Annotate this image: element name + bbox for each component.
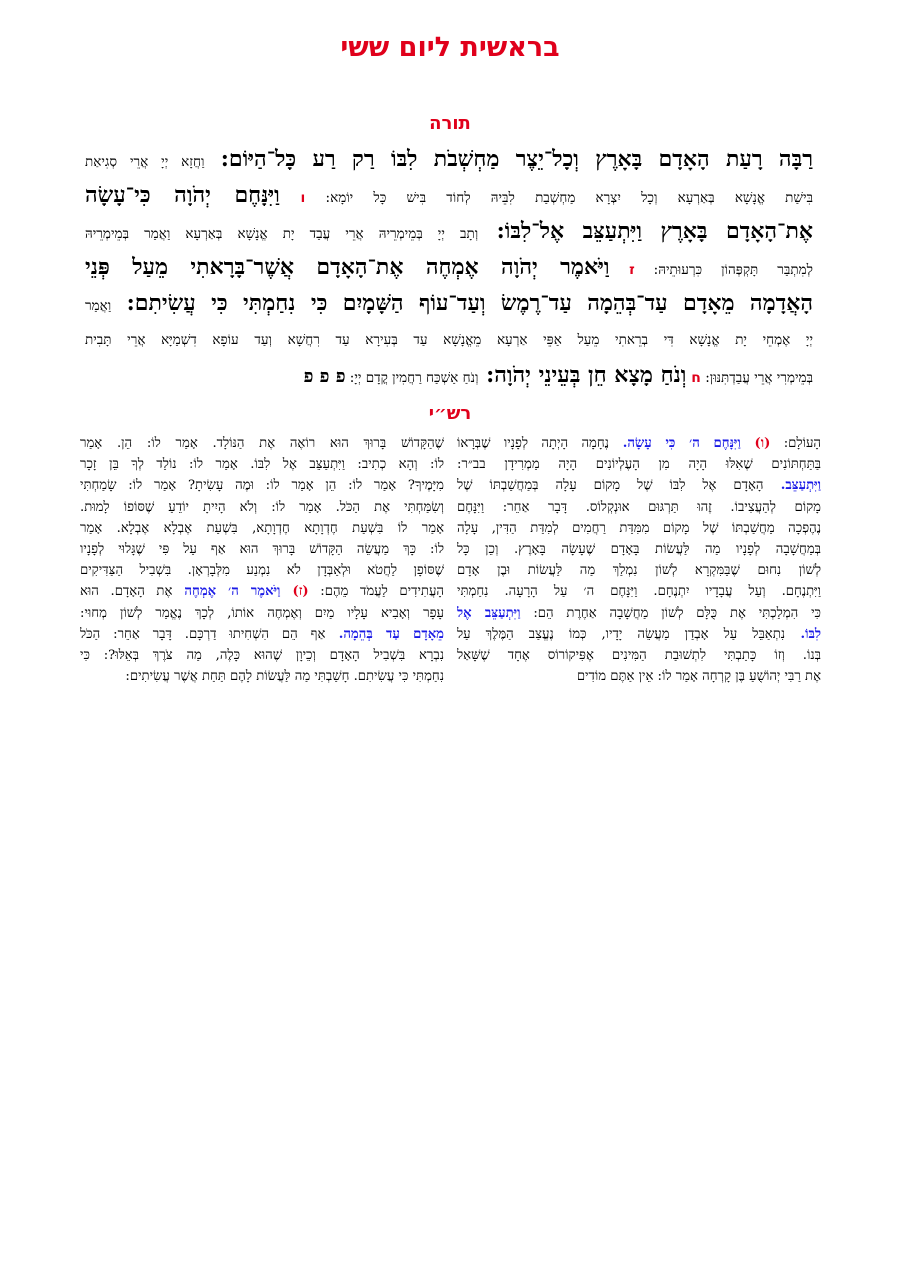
parasha-marker: פ פ פ — [303, 366, 346, 387]
rashi-text: הָעֲתִידִים לַעֲמֹד מֵהֶם: — [308, 584, 444, 600]
rashi-text: שֶׁסּוֹפָן לַחֲטֹא וּלְאַבְּדָן לֹא נִמְנַע מִלְּבָרְאָן. בִּשְׁבִיל הַצַּדִּיקִים — [80, 563, 444, 579]
hebrew-verse-text: הָאֲדָמָה מֵאָדָם עַד־בְּהֵמָה עַד־רֶמֶשׂ וְעַד־עוֹף הַשָּׁמָיִם כִּי נִחַמְתִּי כִּי עֲשִׂיתִם: — [111, 290, 813, 316]
rashi-text: נֶהֶפְכָה מַחֲשַׁבְתּוֹ שֶׁל מָקוֹם מִמִּדַּת רַחֲמִים לְמִדַּת הַדִּין, עָלָה — [457, 520, 821, 536]
rashi-line — [457, 497, 821, 518]
torah-line — [85, 214, 813, 248]
rashi-line — [80, 666, 444, 687]
rashi-line — [80, 539, 444, 560]
targum-text: וַאֲמַר — [85, 298, 112, 314]
page-title: בראשית ליום ששי — [340, 32, 560, 63]
verse-number: ח — [686, 370, 701, 386]
verse-number: ו — [279, 190, 306, 206]
rashi-text: לוֹ: כָּךְ מַעֲשֵׂה הַקָּדוֹשׁ בָּרוּךְ הוּא אַף עַל פִּי שֶׁגָּלוּי לְפָנָיו — [80, 541, 444, 557]
torah-line — [85, 178, 813, 212]
rashi-text: נִחַמְתִּי כִּי עֲשִׂיתִם. חָשַׁבְתִּי מַה לַּעֲשׂוֹת לָהֶם תַּחַת אֲשֶׁר עֲשִׂיתִים: — [125, 669, 444, 685]
rashi-text: בְּמַחֲשָׁבָה לְפָנָיו מַה לַּעֲשׂוֹת בָּאָדָם שֶׁעָשָׂה בָּאָרֶץ. וְכֵן כָּל — [457, 541, 821, 557]
rashi-text: וְשִׂמַּחְתִּי אֶת הַכֹּל. אָמַר לוֹ: וְלֹא הָיִיתָ יוֹדֵעַ שֶׁסּוֹפוֹ לָמוּת. — [80, 499, 444, 515]
targum-text: וַחֲזָא יְיָ אֲרֵי סְגִיאַת — [85, 154, 205, 170]
rashi-column-right — [457, 433, 821, 687]
rashi-dibur-hamatchil: וַיֹּאמֶר ה׳ אֶמְחֶה — [172, 584, 281, 600]
rashi-line — [457, 433, 821, 454]
rashi-dibur-hamatchil: לִבּוֹ. — [785, 626, 821, 642]
rashi-verse-number: (ו) — [740, 436, 771, 451]
targum-text: וְנֹחַ אַשְׁכַּח רַחֲמִין קֳדָם יְיָ: — [345, 370, 479, 386]
hebrew-verse-text: וְנֹחַ מָצָא חֵן בְּעֵינֵי יְהֹוָה: — [478, 362, 687, 388]
rashi-text: נִתְאַבֵּל עַל אָבְדַן מַעֲשֵׂה יָדָיו, כְּמוֹ נֶעֱצַב הַמֶּלֶךְ עַל — [457, 626, 786, 642]
rashi-text: הָאָדָם אֶל לִבּוֹ שֶׁל מָקוֹם עָלָה בְּמַחֲשַׁבְתּוֹ שֶׁל — [457, 478, 764, 494]
rashi-line — [80, 518, 444, 539]
rashi-dibur-hamatchil: וַיִּתְעַצֵּב. — [763, 478, 821, 494]
rashi-line — [80, 624, 444, 645]
rashi-text: עָפָר וְאָבִיא עָלָיו מַיִם וְאֶמְחֶה אוֹתוֹ, לְכָךְ נֶאֱמַר לְשׁוֹן מְחוּי: — [80, 605, 444, 621]
torah-line — [85, 322, 813, 356]
rashi-dibur-hamatchil: וַיִּנָּחֶם ה׳ כִּי עָשָׂה. — [608, 436, 741, 451]
rashi-line — [457, 666, 821, 687]
rashi-line — [457, 475, 821, 496]
rashi-line — [80, 497, 444, 518]
rashi-line — [457, 454, 821, 475]
rashi-line — [80, 581, 444, 602]
rashi-line — [457, 624, 821, 645]
torah-line — [85, 286, 813, 320]
rashi-text: הָעוֹלָם: — [770, 436, 821, 451]
rashi-line — [457, 603, 821, 624]
hebrew-verse-text: אֶת־הָאָדָם בָּאָרֶץ וַיִּתְעַצֵּב אֶל־לִבּוֹ: — [478, 218, 813, 244]
targum-text: בִּישַׁת אֱנָשָׁא בְּאַרְעָא וְכָל יִצְרָא מַחְשְׁבַת לִבֵּיהּ לְחוֹד בִּישׁ כָּל יוֹמָא: — [305, 190, 813, 206]
rashi-line — [80, 603, 444, 624]
torah-line — [85, 142, 813, 176]
rashi-text: וַיִּתְנֶחָם. וְעַל עֲבָדָיו יִתְנֶחָם. וַיִּנָּחֶם ה׳ עַל הָרָעָה. נִחַמְתִּי — [457, 584, 821, 600]
rashi-text: אָמַר לוֹ בִּשְׁעַת חֶדְוָתָא חֶדְוָתָא, בִּשְׁעַת אֶבְלָא אֶבְלָא. אָמַר — [80, 520, 444, 536]
rashi-text: שֶׁהַקָּדוֹשׁ בָּרוּךְ הוּא רוֹאֶה אֶת הַנּוֹלָד. אָמַר לוֹ: הֵן. אָמַר — [80, 436, 444, 451]
rashi-line — [457, 539, 821, 560]
targum-text: לְמִתְבַּר תָּקְפְּהוֹן כִּרְעוּתֵיהּ: — [634, 262, 813, 278]
torah-line — [85, 358, 813, 392]
rashi-dibur-hamatchil: מֵאָדָם עַד בְּהֵמָה. — [325, 626, 444, 642]
rashi-text: בְּנוֹ. וְזוֹ כָּתַבְתִּי לִתְשׁוּבַת הַמִּינִים אֶפִּיקוֹרוֹס אֶחָד שֶׁשָּׁאַל — [457, 647, 821, 663]
rashi-text: מָקוֹם לְהַעֲצִיבוֹ. זֶהוּ תַּרְגּוּם אוּנְקְלוֹס. דָּבָר אַחֵר: וַיִּנָּחֶם — [457, 499, 821, 515]
rashi-line — [457, 518, 821, 539]
rashi-line — [80, 433, 444, 454]
torah-heading: תורה — [429, 113, 471, 134]
rashi-text: מִיָּמֶיךָ? אָמַר לוֹ: הֵן אָמַר לוֹ: וּמֶה עָשִׂיתָ? אָמַר לוֹ: שָׂמַחְתִּי — [80, 478, 444, 494]
rashi-line — [457, 581, 821, 602]
rashi-text: אֶת רַבִּי יְהוֹשֻׁעַ בֶּן קָרְחָה אָמַר לוֹ: אֵין אַתֶּם מוֹדִים — [576, 669, 821, 685]
rashi-text: לְשׁוֹן נִחוּם שֶׁבַּמִּקְרָא לְשׁוֹן נִמְלַךְ מַה לַּעֲשׂוֹת וּבֶן אָדָם — [457, 563, 821, 579]
rashi-line — [457, 560, 821, 581]
hebrew-verse-text: וַיֹּאמֶר יְהֹוָה אֶמְחֶה אֶת־הָאָדָם אֲשֶׁר־בָּרָאתִי מֵעַל פְּנֵי — [85, 254, 610, 280]
torah-line — [85, 250, 813, 284]
rashi-dibur-hamatchil: וַיִּתְעַצֵּב אֶל — [457, 605, 521, 621]
rashi-line — [80, 475, 444, 496]
targum-text: יְיָ אֶמְחֵי יָת אֱנָשָׁא דִּי בְרֵאתִי מֵעַל אַפֵּי אַרְעָא מֵאֱנָשָׁא עַד בְּעִירָא עַד רִחֲשָׁא וְעַד עוֹפָא דִשְׁמַיָּא אֲרֵי תָּבִית — [85, 332, 813, 348]
rashi-text: נִבְרָא בִּשְׁבִיל הָאָדָם וְכֵיוָן שֶׁהוּא כָּלֶה, מַה צֹּרֶךְ בְּאֵלּוּ?: כִּי — [80, 647, 444, 663]
rashi-text: אַף הֵם הִשְׁחִיתוּ דַרְכָּם. דָּבָר אַחֵר: הַכֹּל — [80, 626, 326, 642]
rashi-heading: רש״י — [428, 403, 472, 424]
rashi-line — [80, 560, 444, 581]
targum-text: בְּמֵימְרִי אֲרֵי עֲבַדְתִּנּוּן: — [700, 370, 813, 386]
targum-text: וְתָב יְיָ בְּמֵימְרֵיהּ אֲרֵי עֲבַד יָת אֱנָשָׁא בְּאַרְעָא וַאֲמַר בְּמֵימְרֵיהּ — [85, 226, 479, 242]
rashi-line — [457, 645, 821, 666]
verse-number: ז — [609, 262, 635, 278]
rashi-text: לוֹ: וְהָא כְתִיב: וַיִּתְעַצֵּב אֶל לִבּוֹ. אָמַר לוֹ: נוֹלַד לְךָ בֵּן זָכָר — [80, 457, 444, 473]
hebrew-verse-text: וַיִּנָּחֶם יְהֹוָה כִּי־עָשָׂה — [85, 182, 280, 208]
rashi-column-left — [80, 433, 444, 687]
rashi-text: אֶת הָאָדָם. הוּא — [80, 584, 173, 600]
rashi-line — [80, 454, 444, 475]
hebrew-verse-text: רַבָּה רָעַת הָאָדָם בָּאָרֶץ וְכָל־יֵצֶר מַחְשְׁבֹת לִבּוֹ רַק רַע כָּל־הַיּוֹם: — [204, 146, 813, 172]
rashi-text: נֶחָמָה הָיְתָה לְפָנָיו שֶׁבְּרָאוֹ — [457, 436, 609, 451]
rashi-line — [80, 645, 444, 666]
rashi-text: בַּתַּחְתּוֹנִים שֶׁאִלּוּ הָיָה מִן הָעֶלְיוֹנִים הָיָה מַמְרִידָן בב״ר: — [457, 457, 821, 473]
rashi-verse-number: (ז) — [280, 584, 309, 600]
rashi-text: כִּי הִמְלַכְתִּי אֶת כֻּלָּם לְשׁוֹן מַחֲשָׁבָה אַחֶרֶת הֵם: — [520, 605, 821, 621]
